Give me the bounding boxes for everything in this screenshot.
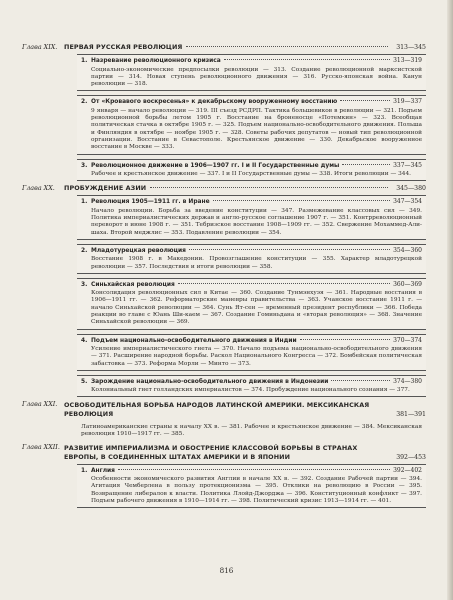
section-number: 2. <box>81 99 88 106</box>
table-of-contents <box>22 40 426 512</box>
section-number: 1. <box>81 467 88 474</box>
chapter-intro <box>77 421 426 441</box>
section-text: Восстание 1908 г. в Македонии. Провозглашение конституции — 355. Характер младотурецкой революции — 357. Последствия и итоги революции — 358. <box>91 256 422 270</box>
section-pages: 360—369 <box>393 280 422 288</box>
section-text: Консолидация революционных сил в Китае — 360. Создание Тунмэнхуэя — 361. Народные восстания в 1906—1911 гг. — 362. Реформаторские маневры правительства — 363. Учанское восстание 1911 г. — начало Синьхайской революции — 364. Сунь Ят-сен — временный президент республики — 366. Победа реакции во главе с Юань Ши-каем — 367. Создание Гоминьдана и «вторая революция» — 368. Значение Синьхайской революции — 369. <box>91 290 422 326</box>
leader-dots <box>340 100 390 101</box>
section-title: Зарождение национально-освободительного движения в Индонезии <box>91 378 329 385</box>
leader-dots <box>186 46 388 47</box>
section-text: Колониальный гнет голландских империалистов — 374. Пробуждение национального сознания — 377. <box>91 387 410 394</box>
section-text: 9 января — начало революции — 319. III съезд РСДРП. Тактика большевиков в революции — 321. Подъем революционной борьбы летом 1905 г. Восстание на броненосце «Потемкин» — 323. Всеобщая политическая стачка в октябре 1905 г. — 325. Подъем национально-освободительного движения. Польша и Финляндия в октябре — ноябре 1905 г. — 328. Советы рабочих депутатов — новый тип революционной организации. Восстание в Севастополе. Крестьянское движение — 330. Декабрьское вооруженное восстание в Москве — 333. <box>91 107 422 151</box>
chapter-pages: 345—380 <box>396 185 426 193</box>
leader-dots <box>224 59 390 60</box>
chapter-pages: 381—391 <box>396 410 426 418</box>
leader-dots <box>300 339 390 340</box>
chapter-label: Глава XIX. <box>22 43 58 51</box>
section-pages: 313—319 <box>393 57 422 65</box>
leader-dots <box>118 469 390 470</box>
section-number: 5. <box>81 378 88 385</box>
leader-dots <box>331 380 390 381</box>
leader-dots <box>342 164 390 165</box>
section-title: От «Кровавого воскресенья» к декабрьскому вооруженному восстанию <box>91 99 338 106</box>
section-title: Младотурецкая революция <box>91 247 186 254</box>
section-pages: 319—337 <box>393 98 422 106</box>
section-pages: 392—402 <box>393 466 422 474</box>
chapter-title: ПРОБУЖДЕНИЕ АЗИИ <box>64 184 147 193</box>
section-text: Социально-экономические предпосылки революции — 313. Создание революционной марксистской партии — 314. Новая ступень революционного движения — 316. Русско-японская война. Канун революции — 318. <box>91 66 422 88</box>
section-text: Особенности экономического развития Англии в начале XX в. — 392. Создание Рабочей партии — 394. Агитация Чемберлена в пользу протекционизма — 395. Отклики на революцию в России — 395. Возвращение либералов к власти. Политика Ллойд-Джорджа — 396. Конституционный конфликт — 397. Подъем рабочего движения в 1910—1914 гг. — 398. Политический кризис 1913—1914 гг. — 401. <box>91 476 422 504</box>
section-number: 3. <box>81 281 88 288</box>
section-title: Назревание революционного кризиса <box>91 58 221 65</box>
chapter-label: Глава XXI. <box>22 400 58 409</box>
section-text: Усиление империалистического гнета — 370. Начало подъема национально-освободительного движения — 371. Расширение народной борьбы. Раскол Национального Конгресса — 372. Бомбейская политическая забастовка — 373. Реформа Морли — Минто — 373. <box>91 345 422 367</box>
page-edge <box>447 0 453 600</box>
chapter-title: РАЗВИТИЕ ИМПЕРИАЛИЗМА И ОБОСТРЕНИЕ КЛАССОВОЙ БОРЬБЫ В СТРАНАХ ЕВРОПЫ, В СОЕДИНЕННЫХ ШТАТАХ АМЕРИКИ И В ЯПОНИИ <box>64 444 358 461</box>
section-title: Подъем национально-освободительного движения в Индии <box>91 337 297 344</box>
section-number: 3. <box>81 162 88 169</box>
section-pages: 370—374 <box>393 336 422 344</box>
section-number: 1. <box>81 199 88 206</box>
chapter-heading <box>22 44 426 51</box>
section-number: 1. <box>81 58 88 65</box>
section-text: Рабочее и крестьянское движение — 337. I и II Государственные думы — 338. Итоги революции — 344. <box>91 170 412 177</box>
chapter-intro-text: Латиноамериканские страны к началу XX в. — 381. Рабочее и крестьянское движение — 384. Мексиканская революция 1910—1917 гг. — 385. <box>81 423 422 438</box>
toc-section <box>77 278 426 330</box>
toc-section <box>77 334 426 371</box>
leader-dots <box>178 283 390 284</box>
chapter-title: ОСВОБОДИТЕЛЬНАЯ БОРЬБА НАРОДОВ ЛАТИНСКОЙ АМЕРИКИ. МЕКСИКАНСКАЯ РЕВОЛЮЦИЯ <box>64 401 370 418</box>
section-pages: 347—354 <box>393 198 422 206</box>
section-text: Начало революции. Борьба за введение конституции — 347. Размежевание классовых сил — 349. Политика империалистических держав и англо-русское соглашение 1907 г. — 351. Контрреволюционный переворот в июне 1908 г. — 351. Тебризское восстание 1908—1909 гг. — 352. Свержение Мохаммед-Али-шаха. Второй меджлис — 353. Подавление революции — 354. <box>91 207 422 236</box>
section-title: Революционное движение в 1906—1907 гг. I и II Государственные думы <box>91 162 340 169</box>
section-number: 2. <box>81 247 88 254</box>
leader-dots <box>213 200 390 201</box>
chapter-label: Глава XXII. <box>22 443 60 452</box>
toc-section <box>77 159 426 182</box>
chapter-label: Глава XX. <box>22 184 55 193</box>
toc-section <box>77 464 426 508</box>
toc-section <box>77 95 426 154</box>
toc-section <box>77 244 426 274</box>
chapter-title: ПЕРВАЯ РУССКАЯ РЕВОЛЮЦИЯ <box>64 43 183 51</box>
section-pages: 354—360 <box>393 246 422 254</box>
section-pages: 374—380 <box>393 377 422 385</box>
chapter-heading <box>22 185 426 192</box>
section-title: Революция 1905—1911 гг. в Иране <box>91 199 210 206</box>
section-number: 4. <box>81 337 88 344</box>
section-title: Англия <box>91 467 115 474</box>
chapter-heading <box>22 444 426 460</box>
page-number: 816 <box>219 566 234 575</box>
toc-section <box>77 195 426 239</box>
leader-dots <box>189 249 390 250</box>
section-title: Синьхайская революция <box>91 281 175 288</box>
chapter-pages: 392—453 <box>396 453 426 461</box>
section-pages: 337—345 <box>393 161 422 169</box>
leader-dots <box>150 187 388 188</box>
toc-section <box>77 54 426 91</box>
chapter-heading <box>22 401 426 417</box>
toc-section <box>77 375 426 398</box>
chapter-pages: 313—345 <box>396 44 426 51</box>
